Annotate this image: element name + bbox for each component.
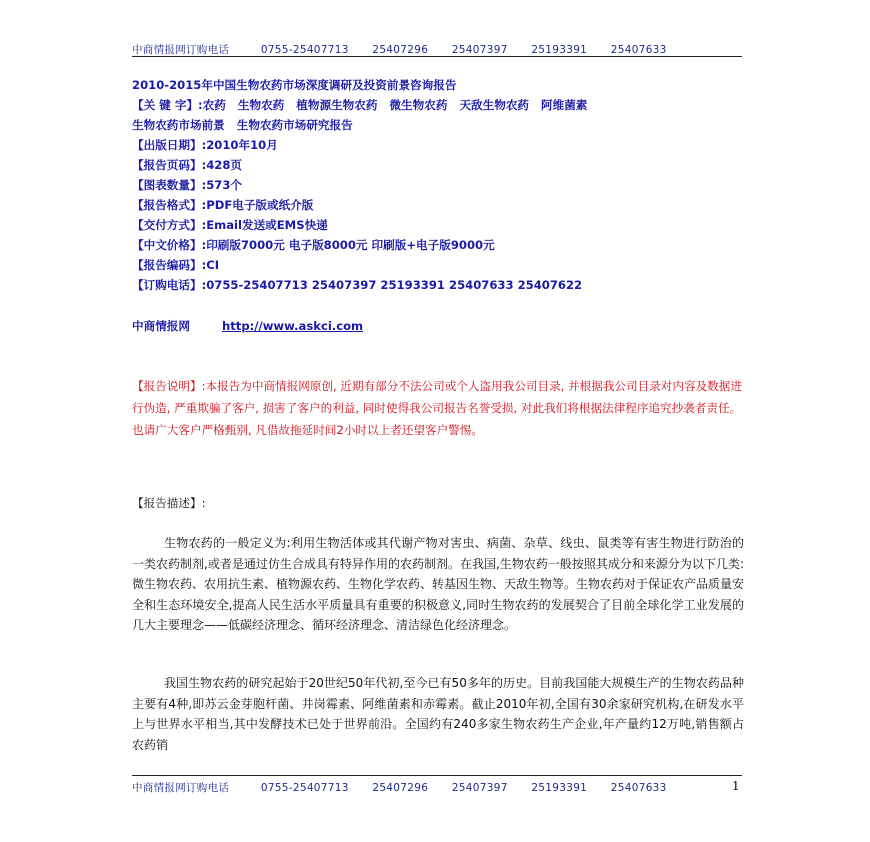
code-row xyxy=(132,255,747,275)
header-phone: 25407633 xyxy=(610,44,667,56)
format-value: PDF电子版或纸介版 xyxy=(206,198,314,212)
page-number: 1 xyxy=(732,779,740,793)
report-meta xyxy=(132,75,747,295)
description-paragraph-1: 生物农药的一般定义为:利用生物活体或其代谢产物对害虫、病菌、杂草、线虫、鼠类等有害生物进行防治的一类农药制剂,或者是通过仿生合成具有特异作用的农药制剂。在我国,生物农药一般按照其成分和来源分为以下几类:微生物农药、农用抗生素、植物源农药、生物化学农药、转基因生物、天敌生物等。生物农药对于保证农产品质量安全和生态环境安全,提高人民生活水平质量具有重要的积极意义,同时生物农药的发展契合了目前全球化学工业发展的几大主要理念——低碳经济理念、循环经济理念、清洁绿色化经济理念。 xyxy=(132,536,745,633)
keyword: 生物农药市场前景 xyxy=(132,118,225,132)
notice-label: 【报告说明】: xyxy=(132,379,206,393)
site-line xyxy=(132,318,363,334)
keyword: 生物农药市场研究报告 xyxy=(236,118,353,132)
format-row xyxy=(132,195,747,215)
date-value: 2010年10月 xyxy=(206,138,278,152)
site-name: 中商情报网 xyxy=(132,319,190,333)
keywords-row xyxy=(132,95,747,115)
header-phone: 25407397 xyxy=(451,44,508,56)
phone-row xyxy=(132,275,747,295)
code-value: CI xyxy=(206,258,220,272)
charts-row xyxy=(132,175,747,195)
pages-value: 428页 xyxy=(206,158,242,172)
price-row xyxy=(132,235,747,255)
header-phone: 0755-25407713 xyxy=(260,44,349,56)
date-row xyxy=(132,135,747,155)
header-org: 中商情报网订购电话 xyxy=(132,44,230,56)
footer-rule xyxy=(132,775,742,776)
charts-value: 573个 xyxy=(206,178,242,192)
notice-text: 本报告为中商情报网原创, 近期有部分不法公司或个人盗用我公司目录, 并根据我公司目录对内容及数据进行伪造, 严重欺骗了客户, 损害了客户的利益, 同时使得我公司报告名誉受损, 对此我们将根据法律程序追究抄袭者责任。也请广大客户严格甄别, 凡借故拖延时间2小时以上者还望客户警惕。 xyxy=(132,379,742,437)
format-label: 【报告格式】: xyxy=(132,198,207,212)
header-rule xyxy=(132,56,742,57)
keyword: 农药 xyxy=(202,98,226,112)
page-footer xyxy=(132,780,687,795)
report-title: 2010-2015年中国生物农药市场深度调研及投资前景咨询报告 xyxy=(132,78,457,92)
keyword: 天敌生物农药 xyxy=(459,98,530,112)
price-value: 印刷版7000元 电子版8000元 印刷版+电子版9000元 xyxy=(206,238,495,252)
page-header xyxy=(132,42,687,57)
report-notice xyxy=(132,375,744,441)
pages-label: 【报告页码】: xyxy=(132,158,207,172)
footer-phone: 25407633 xyxy=(610,782,667,794)
description-paragraph-2: 我国生物农药的研究起始于20世纪50年代初,至今已有50多年的历史。目前我国能大规模生产的生物农药品种主要有4种,即苏云金芽胞杆菌、井岗霉素、阿维菌素和赤霉素。截止2010年初,全国有30余家研究机构,在研发水平上与世界水平相当,其中发酵技术已处于世界前沿。全国约有240多家生物农药生产企业,年产量约12万吨,销售额占农药销 xyxy=(132,676,744,752)
site-link[interactable]: http://www.askci.com xyxy=(221,319,364,333)
delivery-value: Email发送或EMS快递 xyxy=(206,218,328,232)
phone-value: 0755-25407713 25407397 25193391 25407633 25407622 xyxy=(206,278,583,292)
header-phone: 25407296 xyxy=(372,44,429,56)
keyword: 阿维菌素 xyxy=(541,98,588,112)
keyword: 生物农药 xyxy=(237,98,285,112)
footer-org: 中商情报网订购电话 xyxy=(132,782,230,794)
description-heading: 【报告描述】: xyxy=(132,496,206,510)
keyword: 微生物农药 xyxy=(389,98,448,112)
keywords-row-2 xyxy=(132,115,747,135)
footer-phone: 0755-25407713 xyxy=(260,782,349,794)
delivery-row xyxy=(132,215,747,235)
date-label: 【出版日期】: xyxy=(132,138,207,152)
keyword: 植物源生物农药 xyxy=(296,98,378,112)
charts-label: 【图表数量】: xyxy=(132,178,207,192)
phone-label: 【订购电话】: xyxy=(132,278,207,292)
header-phone: 25193391 xyxy=(531,44,588,56)
delivery-label: 【交付方式】: xyxy=(132,218,207,232)
footer-phone: 25407296 xyxy=(372,782,429,794)
code-label: 【报告编码】: xyxy=(132,258,207,272)
keywords-label: 【关 键 字】: xyxy=(132,98,203,112)
pages-row xyxy=(132,155,747,175)
footer-phone: 25407397 xyxy=(451,782,508,794)
footer-phone: 25193391 xyxy=(531,782,588,794)
price-label: 【中文价格】: xyxy=(132,238,207,252)
